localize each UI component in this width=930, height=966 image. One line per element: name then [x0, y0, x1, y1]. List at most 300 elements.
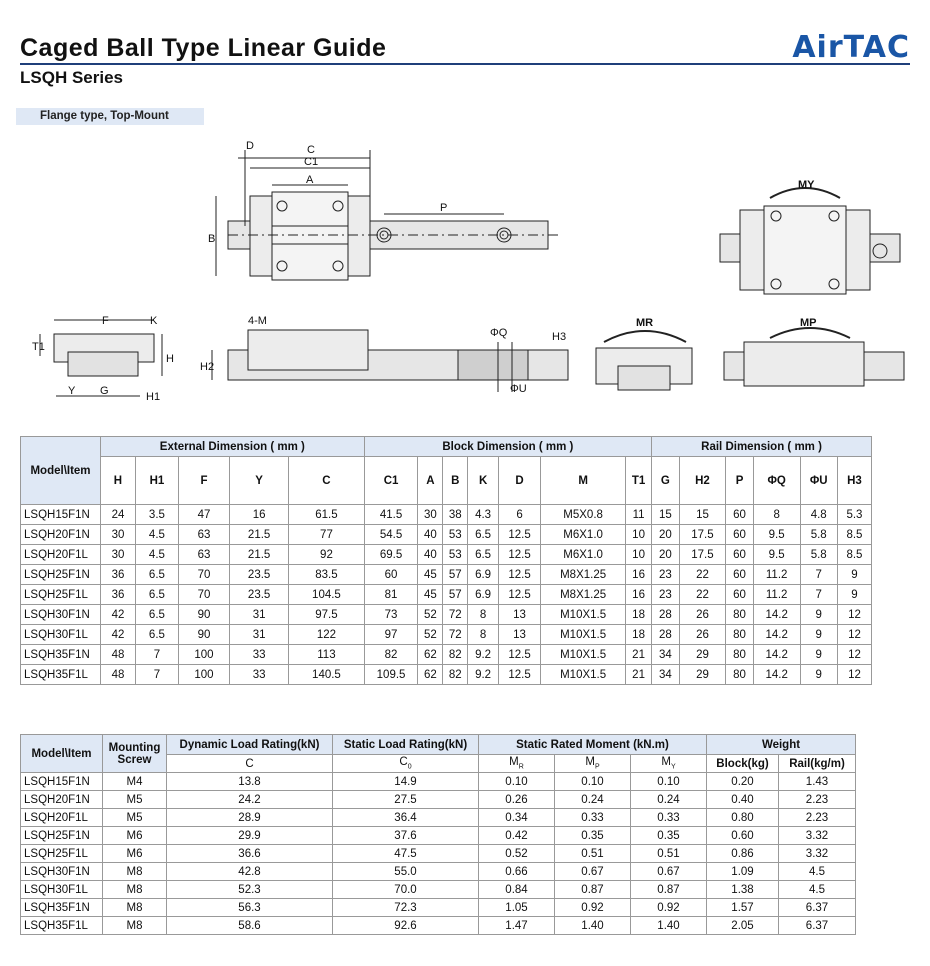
table-cell: 29 [679, 665, 726, 685]
table-cell: M8X1.25 [541, 565, 626, 585]
table-cell: 36.4 [333, 809, 479, 827]
table-cell: M8 [103, 899, 167, 917]
table-cell: 12 [837, 625, 871, 645]
table1-group-external: External Dimension ( mm ) [101, 437, 365, 457]
table-row [21, 645, 872, 665]
table-cell: 58.6 [167, 917, 333, 935]
table-cell: 8 [468, 605, 499, 625]
table-cell: 73 [364, 605, 418, 625]
table-cell: 52.3 [167, 881, 333, 899]
table-cell: 90 [178, 605, 229, 625]
table2-mounting-screw-header: Mounting Screw [103, 735, 167, 773]
table-cell: 60 [726, 525, 754, 545]
table-cell: 6.5 [135, 585, 178, 605]
table-cell: 80 [726, 645, 754, 665]
table-cell: M10X1.5 [541, 645, 626, 665]
model-cell: LSQH25F1N [21, 827, 103, 845]
table-cell: 6.37 [779, 917, 856, 935]
model-cell: LSQH15F1N [21, 773, 103, 791]
table-cell: 0.80 [707, 809, 779, 827]
table-cell: 14.2 [753, 665, 800, 685]
table-cell: 4.5 [779, 881, 856, 899]
top-view-drawing [216, 150, 560, 280]
table-cell: 100 [178, 665, 229, 685]
table-row [21, 545, 872, 565]
table-cell: 3.32 [779, 845, 856, 863]
label-c: C [307, 144, 315, 156]
table-cell: 16 [230, 505, 289, 525]
table-cell: M8 [103, 917, 167, 935]
table-cell: 72.3 [333, 899, 479, 917]
table-cell: 3.5 [135, 505, 178, 525]
table-cell: 0.51 [631, 845, 707, 863]
model-cell: LSQH30F1N [21, 863, 103, 881]
table-cell: 9 [800, 665, 837, 685]
model-cell: LSQH20F1N [21, 525, 101, 545]
label-a: A [306, 174, 314, 186]
table-cell: 0.84 [479, 881, 555, 899]
table-cell: 15 [679, 505, 726, 525]
table1-col-header: M [541, 457, 626, 505]
table-cell: 8.5 [837, 525, 871, 545]
table-cell: M6 [103, 845, 167, 863]
table-cell: 28 [652, 625, 680, 645]
table-cell: 6 [498, 505, 540, 525]
label-u: ΦU [510, 383, 527, 395]
table-cell: 11.2 [753, 565, 800, 585]
table2-sub-my: $M_Y$ [631, 755, 707, 773]
table-cell: 0.35 [631, 827, 707, 845]
table-cell: 29.9 [167, 827, 333, 845]
table1-col-header: C1 [364, 457, 418, 505]
table-cell: 104.5 [289, 585, 364, 605]
table1-col-header: H3 [837, 457, 871, 505]
table-cell: M4 [103, 773, 167, 791]
table2-static-header: Static Load Rating(kN) [333, 735, 479, 755]
table-cell: 16 [626, 565, 652, 585]
table2-sub-rail: Rail(kg/m) [779, 755, 856, 773]
table-cell: 33 [230, 645, 289, 665]
table-row [21, 863, 856, 881]
table-cell: 2.05 [707, 917, 779, 935]
table1-col-header: A [418, 457, 443, 505]
table-cell: 11 [626, 505, 652, 525]
model-cell: LSQH35F1N [21, 645, 101, 665]
table-cell: 45 [418, 565, 443, 585]
label-d: D [246, 140, 254, 152]
table-cell: 47.5 [333, 845, 479, 863]
table-cell: M8X1.25 [541, 585, 626, 605]
table-cell: 70 [178, 585, 229, 605]
table-cell: 38 [443, 505, 468, 525]
table-cell: 62 [418, 645, 443, 665]
table-cell: 0.40 [707, 791, 779, 809]
table-cell: 36.6 [167, 845, 333, 863]
table-cell: 0.20 [707, 773, 779, 791]
table2-sub-mr: $M_R$ [479, 755, 555, 773]
table-cell: 122 [289, 625, 364, 645]
table-cell: 23 [652, 565, 680, 585]
table-cell: 0.24 [555, 791, 631, 809]
table-cell: 42.8 [167, 863, 333, 881]
table-cell: 90 [178, 625, 229, 645]
table2-sub-mp: $M_P$ [555, 755, 631, 773]
table-cell: 0.34 [479, 809, 555, 827]
table-row [21, 809, 856, 827]
table1-model-header: Model\Item [21, 437, 101, 505]
table-cell: 41.5 [364, 505, 418, 525]
table1-col-header: F [178, 457, 229, 505]
table-cell: 109.5 [364, 665, 418, 685]
table-cell: 21 [626, 665, 652, 685]
table-cell: 42 [101, 605, 136, 625]
table-cell: 8 [753, 505, 800, 525]
model-cell: LSQH30F1N [21, 605, 101, 625]
table-cell: 18 [626, 605, 652, 625]
table1-col-header: Y [230, 457, 289, 505]
table-cell: 30 [101, 545, 136, 565]
table-cell: 4.5 [135, 545, 178, 565]
table-cell: 97 [364, 625, 418, 645]
table-cell: 9.2 [468, 665, 499, 685]
table-cell: 1.57 [707, 899, 779, 917]
table-cell: 12.5 [498, 645, 540, 665]
table1-col-header: ΦU [800, 457, 837, 505]
table-cell: 24.2 [167, 791, 333, 809]
table-cell: 37.6 [333, 827, 479, 845]
table-cell: 40 [418, 525, 443, 545]
table-cell: 0.66 [479, 863, 555, 881]
table-row [21, 827, 856, 845]
table-cell: 0.42 [479, 827, 555, 845]
label-h1: H1 [146, 391, 161, 403]
table-cell: 12.5 [498, 585, 540, 605]
table-cell: 31 [230, 605, 289, 625]
table-cell: 6.5 [135, 605, 178, 625]
table-cell: 14.9 [333, 773, 479, 791]
table2-dynamic-header: Dynamic Load Rating(kN) [167, 735, 333, 755]
table-cell: 52 [418, 625, 443, 645]
table-cell: 77 [289, 525, 364, 545]
table-cell: 28.9 [167, 809, 333, 827]
title-rule [20, 63, 910, 65]
table-cell: 0.51 [555, 845, 631, 863]
table-cell: 70.0 [333, 881, 479, 899]
label-f: F [102, 315, 109, 327]
header [20, 30, 910, 90]
table-cell: 80 [726, 605, 754, 625]
table-cell: 17.5 [679, 545, 726, 565]
table-cell: 13.8 [167, 773, 333, 791]
model-cell: LSQH20F1N [21, 791, 103, 809]
table-cell: 0.92 [631, 899, 707, 917]
table-cell: 16 [626, 585, 652, 605]
table-cell: 0.33 [555, 809, 631, 827]
table-cell: 82 [443, 665, 468, 685]
table-cell: 81 [364, 585, 418, 605]
table-cell: 0.60 [707, 827, 779, 845]
table-cell: 0.87 [631, 881, 707, 899]
table-cell: 48 [101, 645, 136, 665]
model-cell: LSQH35F1N [21, 899, 103, 917]
table-row [21, 845, 856, 863]
table-cell: 12.5 [498, 565, 540, 585]
table-cell: 10 [626, 525, 652, 545]
table-cell: 9 [800, 645, 837, 665]
table1-col-header: H [101, 457, 136, 505]
table-cell: 1.40 [631, 917, 707, 935]
section-tag: Flange type, Top-Mount [16, 108, 204, 125]
table-cell: 72 [443, 605, 468, 625]
table-cell: 52 [418, 605, 443, 625]
table-cell: 48 [101, 665, 136, 685]
table-cell: 4.5 [779, 863, 856, 881]
table-cell: 40 [418, 545, 443, 565]
table-cell: 6.9 [468, 565, 499, 585]
table-cell: 13 [498, 605, 540, 625]
table-cell: 1.47 [479, 917, 555, 935]
label-k: K [150, 315, 158, 327]
my-moment-drawing [720, 188, 900, 294]
table-cell: 0.67 [555, 863, 631, 881]
table2-sub-c0: $C_0$ [333, 755, 479, 773]
table-cell: 61.5 [289, 505, 364, 525]
model-cell: LSQH25F1L [21, 845, 103, 863]
label-h: H [166, 353, 174, 365]
table-cell: 14.2 [753, 645, 800, 665]
table-cell: 28 [652, 605, 680, 625]
table-cell: 2.23 [779, 809, 856, 827]
table-cell: 0.10 [555, 773, 631, 791]
table-cell: 34 [652, 645, 680, 665]
table-cell: 82 [443, 645, 468, 665]
table2-sub-block: Block(kg) [707, 755, 779, 773]
table-cell: 1.38 [707, 881, 779, 899]
table-cell: M5 [103, 809, 167, 827]
table-cell: 1.09 [707, 863, 779, 881]
label-y: Y [68, 385, 76, 397]
table-cell: 34 [652, 665, 680, 685]
table-cell: 83.5 [289, 565, 364, 585]
table-cell: 26 [679, 605, 726, 625]
table2-sub-c: C [167, 755, 333, 773]
table-cell: 1.43 [779, 773, 856, 791]
table-row [21, 899, 856, 917]
table-cell: 0.67 [631, 863, 707, 881]
table-cell: 18 [626, 625, 652, 645]
table-cell: 31 [230, 625, 289, 645]
table-cell: 29 [679, 645, 726, 665]
table-cell: 56.3 [167, 899, 333, 917]
series-subtitle: LSQH Series [20, 68, 123, 87]
table-cell: 23 [652, 585, 680, 605]
table-cell: 0.87 [555, 881, 631, 899]
table-cell: 21.5 [230, 545, 289, 565]
label-c1: C1 [304, 156, 319, 168]
table-cell: 97.5 [289, 605, 364, 625]
table-cell: 20 [652, 545, 680, 565]
table-row [21, 917, 856, 935]
table-cell: 9.5 [753, 545, 800, 565]
label-q: ΦQ [490, 327, 508, 339]
table1-col-header: P [726, 457, 754, 505]
table-cell: 1.05 [479, 899, 555, 917]
table-cell: 82 [364, 645, 418, 665]
table-cell: M6X1.0 [541, 545, 626, 565]
table1-col-header: D [498, 457, 540, 505]
model-cell: LSQH25F1N [21, 565, 101, 585]
table-row [21, 773, 856, 791]
table-cell: 24 [101, 505, 136, 525]
label-4m: 4-M [248, 315, 267, 327]
table1-group-block: Block Dimension ( mm ) [364, 437, 651, 457]
table-cell: 5.8 [800, 545, 837, 565]
table-cell: 30 [418, 505, 443, 525]
table-cell: 113 [289, 645, 364, 665]
table-cell: 9 [837, 585, 871, 605]
label-h3: H3 [552, 331, 567, 343]
load-rating-table [20, 734, 856, 935]
table-cell: 9.5 [753, 525, 800, 545]
label-p: P [440, 202, 448, 214]
table-cell: 4.8 [800, 505, 837, 525]
technical-drawings [0, 130, 930, 430]
table-cell: 9 [800, 605, 837, 625]
table-cell: 92 [289, 545, 364, 565]
table-cell: M10X1.5 [541, 625, 626, 645]
table-cell: 5.8 [800, 525, 837, 545]
label-b: B [208, 233, 216, 245]
table1-col-header: K [468, 457, 499, 505]
table2-moment-header: Static Rated Moment (kN.m) [479, 735, 707, 755]
table-cell: M10X1.5 [541, 665, 626, 685]
table-cell: 17.5 [679, 525, 726, 545]
table-row [21, 665, 872, 685]
table-row [21, 791, 856, 809]
table-cell: 36 [101, 585, 136, 605]
table-cell: 60 [726, 545, 754, 565]
label-h2: H2 [200, 361, 215, 373]
table-cell: 60 [726, 585, 754, 605]
table-cell: 1.40 [555, 917, 631, 935]
table-cell: 0.52 [479, 845, 555, 863]
table-cell: 7 [800, 585, 837, 605]
model-cell: LSQH35F1L [21, 665, 101, 685]
table1-col-header: T1 [626, 457, 652, 505]
table-cell: 0.35 [555, 827, 631, 845]
label-mp: MP [800, 317, 817, 329]
table-row [21, 881, 856, 899]
table-cell: 2.23 [779, 791, 856, 809]
table-cell: 55.0 [333, 863, 479, 881]
table-cell: 72 [443, 625, 468, 645]
table-cell: M5 [103, 791, 167, 809]
table-cell: 33 [230, 665, 289, 685]
table-cell: 0.24 [631, 791, 707, 809]
model-cell: LSQH20F1L [21, 809, 103, 827]
dimension-table [20, 436, 872, 685]
table-cell: 14.2 [753, 605, 800, 625]
table-cell: 22 [679, 585, 726, 605]
table-cell: 92.6 [333, 917, 479, 935]
table-cell: 140.5 [289, 665, 364, 685]
table-cell: 8.5 [837, 545, 871, 565]
table-cell: M8 [103, 863, 167, 881]
mp-moment-drawing [724, 328, 904, 386]
table-cell: 14.2 [753, 625, 800, 645]
model-cell: LSQH15F1N [21, 505, 101, 525]
table1-col-header: H1 [135, 457, 178, 505]
table-row [21, 605, 872, 625]
table-cell: 53 [443, 525, 468, 545]
table-cell: 12 [837, 645, 871, 665]
table-cell: 6.9 [468, 585, 499, 605]
table2-weight-header: Weight [707, 735, 856, 755]
table-cell: 20 [652, 525, 680, 545]
table-cell: 36 [101, 565, 136, 585]
label-t1: T1 [32, 341, 45, 353]
table-cell: 63 [178, 525, 229, 545]
table-cell: 53 [443, 545, 468, 565]
table-cell: 9 [837, 565, 871, 585]
table-cell: 60 [726, 565, 754, 585]
table1-col-header: B [443, 457, 468, 505]
table-cell: 62 [418, 665, 443, 685]
table-cell: 22 [679, 565, 726, 585]
table-cell: 70 [178, 565, 229, 585]
table-cell: 54.5 [364, 525, 418, 545]
table-cell: 6.5 [468, 525, 499, 545]
model-cell: LSQH30F1L [21, 881, 103, 899]
table-cell: 6.5 [468, 545, 499, 565]
table-cell: M5X0.8 [541, 505, 626, 525]
table-cell: M10X1.5 [541, 605, 626, 625]
table-cell: 57 [443, 585, 468, 605]
table-cell: 0.26 [479, 791, 555, 809]
table-cell: 27.5 [333, 791, 479, 809]
table2-model-header: Model\Item [21, 735, 103, 773]
mr-moment-drawing [596, 331, 692, 390]
table-cell: 63 [178, 545, 229, 565]
table-cell: 10 [626, 545, 652, 565]
table-cell: 57 [443, 565, 468, 585]
table-cell: 6.5 [135, 625, 178, 645]
table-cell: 30 [101, 525, 136, 545]
table-cell: 0.92 [555, 899, 631, 917]
table1-col-header: C [289, 457, 364, 505]
table-cell: 69.5 [364, 545, 418, 565]
table-cell: 23.5 [230, 565, 289, 585]
model-cell: LSQH20F1L [21, 545, 101, 565]
table-cell: 47 [178, 505, 229, 525]
table-cell: 13 [498, 625, 540, 645]
table-cell: 0.33 [631, 809, 707, 827]
table-cell: 80 [726, 625, 754, 645]
table-cell: M8 [103, 881, 167, 899]
table-row [21, 625, 872, 645]
table-cell: 60 [726, 505, 754, 525]
table1-col-header: H2 [679, 457, 726, 505]
table-cell: 45 [418, 585, 443, 605]
table-cell: 12 [837, 605, 871, 625]
label-g: G [100, 385, 109, 397]
table-cell: M6X1.0 [541, 525, 626, 545]
table-cell: 0.10 [631, 773, 707, 791]
table-cell: 6.37 [779, 899, 856, 917]
table-cell: 80 [726, 665, 754, 685]
table-cell: 3.32 [779, 827, 856, 845]
table-cell: 0.10 [479, 773, 555, 791]
